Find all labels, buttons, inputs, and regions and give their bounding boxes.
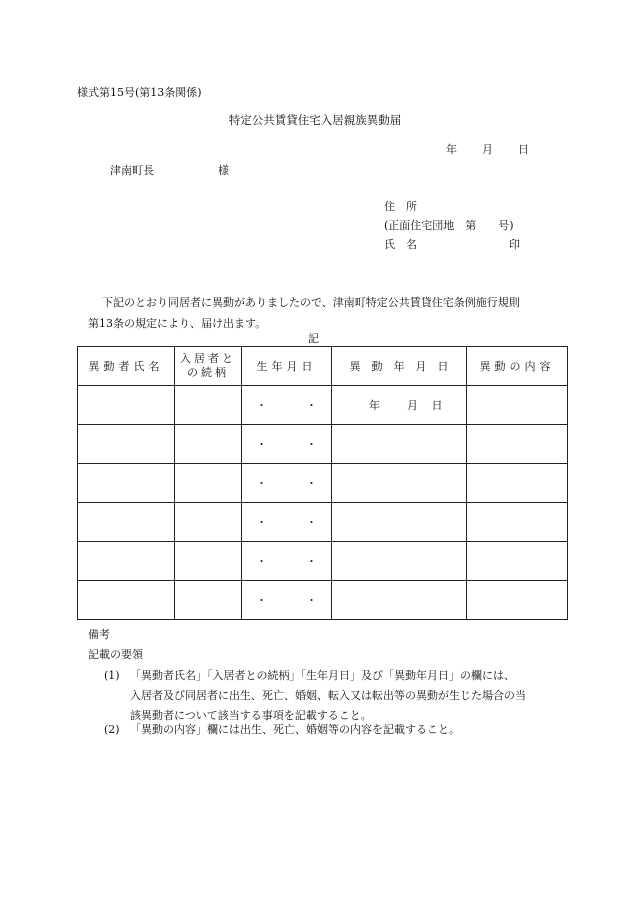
- addressee: [110, 162, 229, 178]
- remarks-heading: 備考: [88, 628, 110, 641]
- seal-label: 印: [509, 238, 520, 251]
- cell-birth-date[interactable]: [242, 542, 332, 581]
- cell-name[interactable]: [78, 425, 175, 464]
- birth-date-placeholder: ・ ・: [256, 516, 331, 529]
- cell-change-date[interactable]: [332, 386, 467, 425]
- cell-change-content[interactable]: [467, 386, 568, 425]
- cell-name[interactable]: [78, 386, 175, 425]
- record-label: 記: [308, 332, 319, 345]
- note-1-line-1: 「異動者氏名」「入居者との続柄」「生年月日」及び「異動年月日」の欄には、: [130, 669, 515, 682]
- header-relation-line-2: の続柄: [187, 366, 229, 379]
- change-date-year: 年: [369, 399, 380, 412]
- change-date-month: 月: [407, 399, 418, 412]
- cell-change-date[interactable]: [332, 581, 467, 620]
- cell-birth-date[interactable]: [242, 581, 332, 620]
- table-header-row: [78, 347, 568, 386]
- date-year: 年: [446, 143, 457, 156]
- birth-date-placeholder: ・ ・: [256, 477, 331, 490]
- cell-change-date[interactable]: [332, 503, 467, 542]
- cell-relation[interactable]: [175, 464, 242, 503]
- cell-name[interactable]: [78, 464, 175, 503]
- cell-name[interactable]: [78, 503, 175, 542]
- header-change-content: 異動の内容: [467, 347, 568, 386]
- table-row: [78, 581, 568, 620]
- cell-change-date[interactable]: [332, 464, 467, 503]
- note-1-line-2: 入居者及び同居者に出生、死亡、婚姻、転入又は転出等の異動が生じた場合の当: [130, 689, 526, 702]
- body-line-2: 第13条の規定により、届け出ます。: [88, 317, 267, 330]
- table-row: [78, 503, 568, 542]
- header-relation: [175, 347, 242, 386]
- applicant-name-row: [384, 236, 520, 252]
- birth-date-placeholder: ・ ・: [256, 594, 331, 607]
- document-title: 特定公共賃貸住宅入居親族異動届: [228, 113, 402, 127]
- form-number: 様式第15号(第13条関係): [77, 86, 202, 99]
- cell-birth-date[interactable]: [242, 425, 332, 464]
- cell-change-content[interactable]: [467, 464, 568, 503]
- applicant-complex-label: (正面住宅団地 第 号): [384, 219, 514, 232]
- body-text: [88, 292, 568, 334]
- change-date-day: 日: [431, 399, 443, 412]
- addressee-name: 津南町長: [110, 164, 154, 177]
- change-records-table: [77, 346, 568, 620]
- cell-relation[interactable]: [175, 386, 242, 425]
- cell-relation[interactable]: [175, 542, 242, 581]
- birth-date-placeholder: ・ ・: [256, 438, 331, 451]
- cell-change-date[interactable]: [332, 542, 467, 581]
- cell-relation[interactable]: [175, 425, 242, 464]
- note-1-number: (1): [104, 669, 120, 682]
- table-row: [78, 386, 568, 425]
- addressee-honorific: 様: [218, 164, 229, 177]
- cell-relation[interactable]: [175, 581, 242, 620]
- date-day: 日: [518, 143, 529, 156]
- header-relation-line-1: 入居者と: [180, 352, 236, 365]
- applicant-address-label: 住 所: [384, 200, 417, 213]
- cell-change-content[interactable]: [467, 503, 568, 542]
- table-row: [78, 425, 568, 464]
- cell-change-date[interactable]: [332, 425, 467, 464]
- header-birth-date: 生年月日: [242, 347, 332, 386]
- header-change-date: 異 動 年 月 日: [332, 347, 467, 386]
- cell-name[interactable]: [78, 542, 175, 581]
- note-2-line-1: 「異動の内容」欄には出生、死亡、婚姻等の内容を記載すること。: [130, 723, 460, 736]
- cell-change-content[interactable]: [467, 581, 568, 620]
- submission-date: [446, 141, 529, 157]
- body-line-1: 下記のとおり同居者に異動がありましたので、津南町特定公共賃貸住宅条例施行規則: [102, 296, 520, 309]
- cell-name[interactable]: [78, 581, 175, 620]
- applicant-name-label: 氏 名: [384, 238, 417, 251]
- note-1-text: [130, 666, 570, 726]
- note-1-line-3: 該異動者について該当する事項を記載すること。: [130, 709, 372, 722]
- cell-change-content[interactable]: [467, 425, 568, 464]
- cell-birth-date[interactable]: [242, 386, 332, 425]
- birth-date-placeholder: ・ ・: [256, 399, 331, 412]
- date-month: 月: [482, 143, 493, 156]
- birth-date-placeholder: ・ ・: [256, 555, 331, 568]
- note-2-number: (2): [104, 723, 120, 736]
- cell-relation[interactable]: [175, 503, 242, 542]
- header-changed-person-name: 異動者氏名: [78, 347, 175, 386]
- note-2-text: [130, 720, 460, 740]
- cell-birth-date[interactable]: [242, 464, 332, 503]
- cell-change-content[interactable]: [467, 542, 568, 581]
- table-row: [78, 542, 568, 581]
- table-row: [78, 464, 568, 503]
- cell-birth-date[interactable]: [242, 503, 332, 542]
- notes-subheading: 記載の要領: [88, 648, 143, 661]
